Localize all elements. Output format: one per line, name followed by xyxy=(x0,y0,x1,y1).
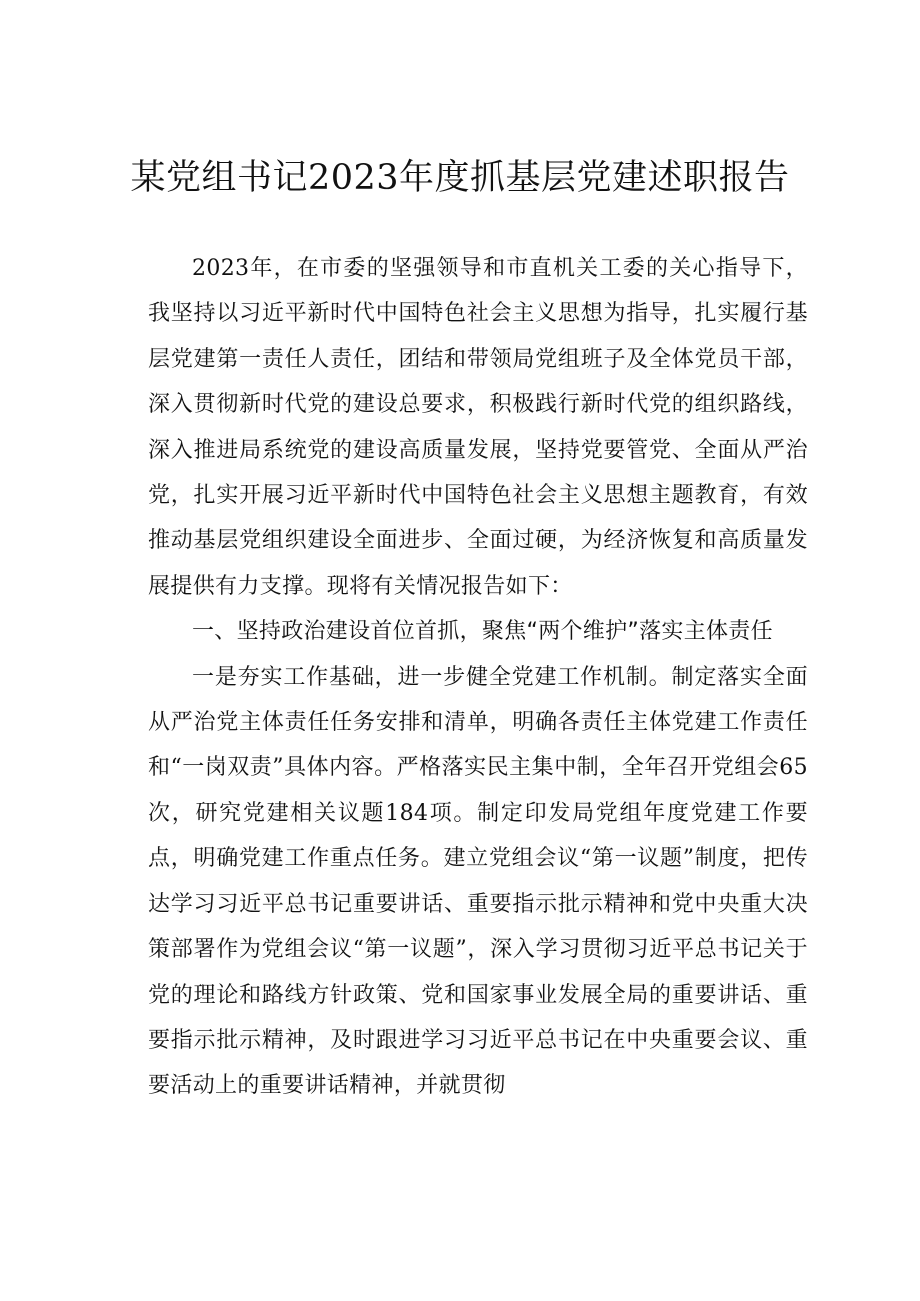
document-body xyxy=(148,246,808,1109)
document-title: 某党组书记2023年度抓基层党建述职报告 xyxy=(130,158,790,198)
intro-paragraph: 2023年，在市委的坚强领导和市直机关工委的关心指导下，我坚持以习近平新时代中国特色社会主义思想为指导，扎实履行基层党建第一责任人责任，团结和带领局党组班子及全体党员干部，深入贯彻新时代党的建设总要求，积极践行新时代党的组织路线，深入推进局系统党的建设高质量发展，坚持党要管党、全面从严治党，扎实开展习近平新时代中国特色社会主义思想主题教育，有效推动基层党组织建设全面进步、全面过硬，为经济恢复和高质量发展提供有力支撑。现将有关情况报告如下： xyxy=(148,256,808,599)
section-1-heading: 一、坚持政治建设首位首抓，聚焦“两个维护”落实主体责任 xyxy=(192,619,773,645)
section-1-paragraph: 一是夯实工作基础，进一步健全党建工作机制。制定落实全面从严治党主体责任任务安排和清单，明确各责任主体党建工作责任和“一岗双责”具体内容。严格落实民主集中制，全年召开党组会65次，研究党建相关议题184项。制定印发局党组年度党建工作要点，明确党建工作重点任务。建立党组会议“第一议题”制度，把传达学习习近平总书记重要讲话、重要指示批示精神和党中央重大决策部署作为党组会议“第一议题”，深入学习贯彻习近平总书记关于党的理论和路线方针政策、党和国家事业发展全局的重要讲话、重要指示批示精神，及时跟进学习习近平总书记在中央重要会议、重要活动上的重要讲话精神，并就贯彻 xyxy=(148,664,808,1099)
